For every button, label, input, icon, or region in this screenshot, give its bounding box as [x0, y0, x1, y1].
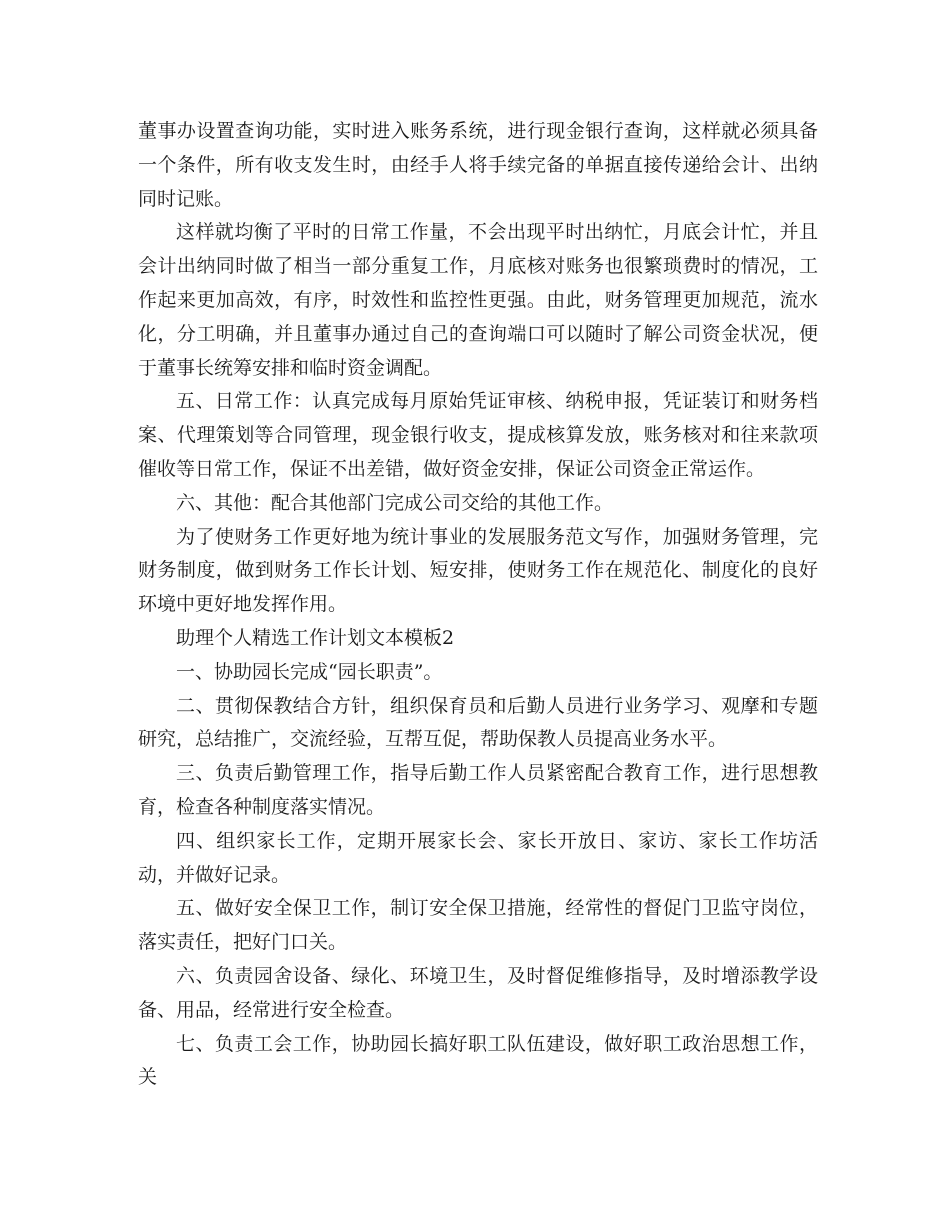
- paragraph: 为了使财务工作更好地为统计事业的发展服务范文写作，加强财务管理，完财务制度，做到财务工作长计划、短安排，使财务工作在规范化、制度化的良好环境中更好地发挥作用。: [138, 525, 818, 616]
- paragraph: 七、负责工会工作，协助园长搞好职工队伍建设，做好职工政治思想工作，关: [138, 1032, 818, 1089]
- document-body: [138, 115, 818, 1095]
- paragraph: 一、协助园长完成“园长职责”。: [176, 660, 443, 683]
- paragraph: 这样就均衡了平时的日常工作量，不会出现平时出纳忙，月底会计忙，并且会计出纳同时做了相当一部分重复工作，月底核对账务也很繁琐费时的情况，工作起来更加高效，有序，时效性和监控性更强。由此，财务管理更加规范，流水化，分工明确，并且董事办通过自己的查询端口可以随时了解公司资金状况，便于董事长统筹安排和临时资金调配。: [138, 221, 818, 379]
- paragraph: 二、贯彻保教结合方针，组织保育员和后勤人员进行业务学习、观摩和专题研究，总结推广，交流经验，互帮互促，帮助保教人员提高业务水平。: [138, 694, 818, 751]
- section-heading: 助理个人精选工作计划文本模板2: [176, 626, 455, 649]
- paragraph: 四、组织家长工作，定期开展家长会、家长开放日、家访、家长工作坊活动，并做好记录。: [138, 829, 818, 886]
- paragraph: 六、负责园舍设备、绿化、环境卫生，及时督促维修指导，及时增添教学设备、用品，经常进行安全检查。: [138, 964, 818, 1021]
- paragraph: 董事办设置查询功能，实时进入账务系统，进行现金银行查询，这样就必须具备一个条件，所有收支发生时，由经手人将手续完备的单据直接传递给会计、出纳同时记账。: [138, 120, 818, 210]
- paragraph: 三、负责后勤管理工作，指导后勤工作人员紧密配合教育工作，进行思想教育，检查各种制度落实情况。: [138, 762, 818, 818]
- paragraph: 五、做好安全保卫工作，制订安全保卫措施，经常性的督促门卫监守岗位，落实责任，把好门口关。: [138, 897, 818, 954]
- paragraph: 五、日常工作：认真完成每月原始凭证审核、纳税申报，凭证装订和财务档案、代理策划等合同管理，现金银行收支，提成核算发放，账务核对和往来款项催收等日常工作，保证不出差错，做好资金安排，保证公司资金正常运作。: [138, 390, 818, 480]
- paragraph: 六、其他：配合其他部门完成公司交给的其他工作。: [176, 491, 614, 514]
